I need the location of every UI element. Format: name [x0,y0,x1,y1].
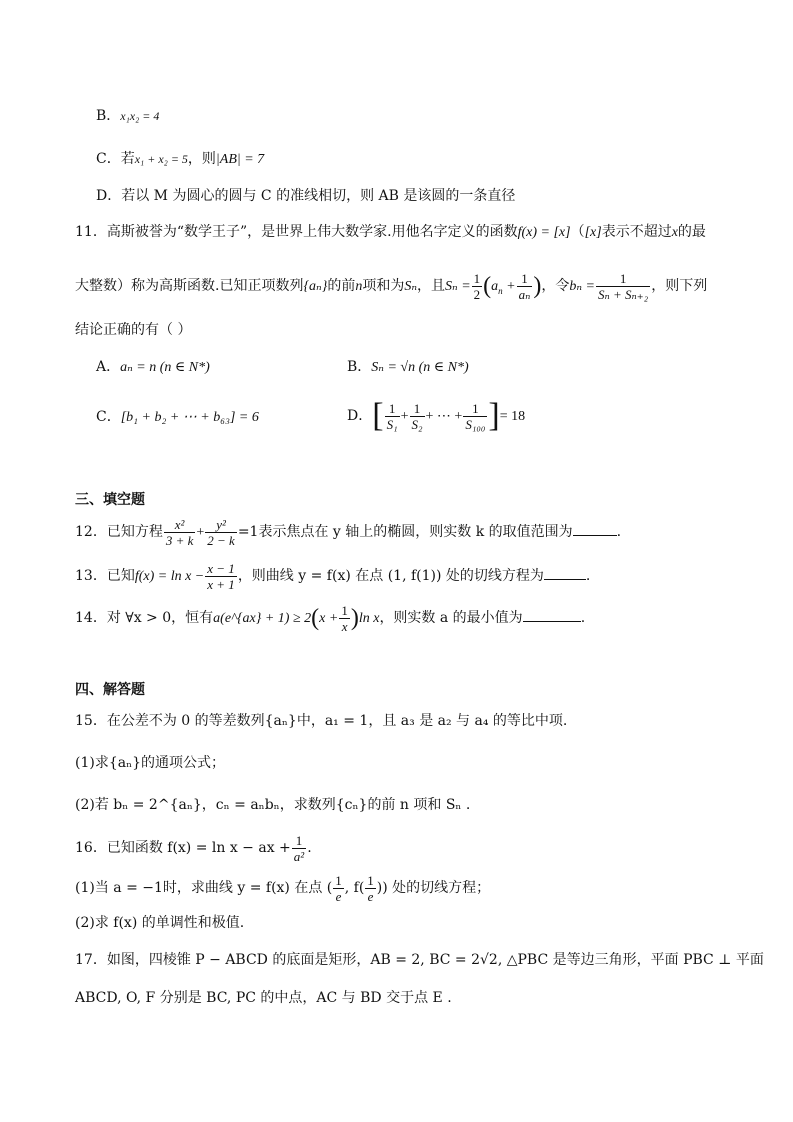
fraction-denominator: aₙ [518,286,531,302]
text: 12．已知方程 [75,524,163,540]
text: ，则 [187,151,216,167]
fraction-denominator: x + 1 [207,576,235,592]
fraction-numerator: 1 [517,271,533,287]
section-title-fill-in: 三、填空题 [75,492,145,508]
q10-option-d [96,186,515,206]
math-expression: Sₙ = [445,279,471,294]
fraction-denominator: 2 [473,286,481,302]
option-label: D． [347,408,373,424]
paren: ) [350,605,359,631]
text: ，则曲线 y = f(x) 在点 (1, f(1)) 处的切线方程为 [237,568,544,584]
paren: ) [533,273,542,299]
option-label: B． [347,359,372,375]
fraction [205,517,237,548]
fraction [333,873,344,904]
math-variable: $a_n$ + [491,279,516,296]
fraction [339,603,350,634]
fraction [385,401,400,432]
math-expression: bₙ = [569,279,595,294]
fraction [463,401,487,432]
fraction [472,271,483,302]
q10-option-c [96,149,264,170]
math-expression: x₁ + x₂ = 5 [134,152,188,166]
fraction-numerator: 1 [463,401,487,417]
math-expression: f(x) = [x] [517,225,571,240]
math-expression: [x] [584,225,602,240]
text: 11．高斯被誉为“数学王子”，是世界上伟大数学家.用他名字定义的函数 [75,224,518,240]
fraction-numerator: x − 1 [207,560,235,576]
q12: 12．已知方程 $\frac{\text{x²}}{3 + k}$ + $\frac{\text{y²}}{2 - k}$ =1表示焦点在 y 轴上的椭圆，则实数 k 的取值范围为 . [75,516,622,548]
option-label: C． [96,409,121,425]
option-label: A． [96,359,121,375]
answer-blank[interactable] [523,607,581,622]
math-expression: aₙ = n (n ∈ N*) [120,360,210,375]
q11-line-1 [75,222,706,243]
math-expression: = 18 [499,409,526,424]
math-expression: [b₁ + b₂ + ⋯ + b₆₃] = 6 [120,410,259,425]
math-expression: |AB| = 7 [215,152,265,167]
math-expression: ln x [358,611,380,626]
option-label: B． [96,108,121,124]
q11-option-b [347,357,469,378]
math-expression: Sₙ [404,279,418,294]
text: ，则实数 a 的最小值为 [379,610,523,626]
fraction-numerator: y² [205,517,237,533]
fraction-denominator: S₂ [411,416,423,432]
q16-stem [75,830,312,866]
math-variable: x [671,225,678,240]
fraction-numerator: 1 [596,271,650,287]
text: 表示不超过 [601,224,672,240]
fraction-numerator: x² [164,517,196,533]
fraction-numerator: 1 [292,833,306,849]
paren: ( [311,605,320,631]
text: . [580,610,586,626]
text: ，且 [417,278,446,294]
text: . [585,568,591,584]
option-label: C．若 [96,151,135,167]
section-title-answers: 四、解答题 [75,682,145,698]
q11-line-3 [75,320,191,340]
text: 的最 [677,224,706,240]
bracket: [ [372,397,384,434]
bracket: ] [488,397,500,434]
math-expression: Sₙ = √n (n ∈ N*) [371,360,469,375]
text: =1表示焦点在 y 轴上的椭圆，则实数 k 的取值范围为 [237,524,573,540]
fraction [517,271,533,302]
text: ，则下列 [651,278,708,294]
q13 [75,558,590,595]
text: 大整数）称为高斯函数.已知正项数列 [75,278,304,294]
q11-line-2 [75,270,707,307]
text: . [616,524,622,540]
answer-blank[interactable] [573,521,617,536]
fraction [365,873,376,904]
math-expression: x₁x₂ = 4 [120,109,160,123]
q11-option-c [96,407,259,428]
q14 [75,600,585,637]
fraction-denominator: e [335,888,342,904]
text: （ [570,224,585,240]
fraction-denominator: Sₙ + Sₙ₊₂ [598,286,649,302]
q16-part-2: (2)求 f(x) 的单调性和极值. [75,915,245,931]
answer-blank[interactable] [544,565,586,580]
fraction-denominator: a² [293,848,305,864]
q11-option-a [96,357,210,378]
text: 14．对 ∀x > 0，恒有 [75,610,214,626]
fraction-numerator: 1 [367,872,374,888]
fraction-denominator: x [341,618,348,634]
paren: ( [483,273,492,299]
q15-part-1: (1)求{aₙ}的通项公式； [75,755,226,771]
math-expression: {aₙ} [303,279,328,294]
text: 的前 [327,278,356,294]
q10-option-b [96,106,159,126]
fraction-denominator: e [367,888,374,904]
text: . [307,840,312,856]
fraction-denominator: S₁ [386,416,398,432]
q17-line-2: ABCD, O, F 分别是 BC, PC 的中点，AC 与 BD 交于点 E . [75,990,452,1006]
q16-part-1 [75,870,490,906]
text: , f( [344,880,365,896]
text: ，令 [541,278,570,294]
fraction [164,517,196,548]
fraction [596,271,650,302]
math-variable: n [355,279,363,294]
fraction-denominator: S₁₀₀ [465,416,486,432]
fraction-numerator: 1 [410,401,425,417]
text: )) 处的切线方程； [376,880,491,896]
text: (1)当 a = −1时，求曲线 y = f(x) 在点 ( [75,880,333,896]
fraction-numerator: 1 [385,401,400,417]
text: 13．已知 [75,568,135,584]
fraction-numerator: 1 [335,872,342,888]
math-expression: a(e^{ax} + 1) ≥ 2 [213,611,312,626]
math-expression: f(x) = ln x − [134,569,205,584]
q15-part-2: (2)若 bₙ = 2^{aₙ}，cₙ = aₙbₙ，求数列{cₙ}的前 n 项和 Sₙ . [75,797,471,813]
fraction [292,833,306,864]
fraction-denominator: 3 + k [165,532,194,548]
q17-line-1: 17．如图，四棱锥 P − ABCD 的底面是矩形，AB = 2, BC = 2√2, △PBC 是等边三角形，平面 PBC ⊥ 平面 [75,952,764,968]
q11-option-d: D．[ $\frac{1}{\text{S₁}}$ + $\frac{1}{\text{S₂}}$ + ⋯ + $\frac{1}{\text{S₁₀₀}}$ ]= 18 [347,397,526,434]
text: 项和为 [362,278,405,294]
option-text: D．若以 M 为圆心的圆与 C 的准线相切，则 AB 是该圆的一条直径 [96,188,516,204]
fraction-denominator: 2 − k [207,532,235,548]
text: 结论正确的有（ ） [75,322,192,338]
fraction-numerator: 1 [341,602,348,618]
fraction [205,561,237,592]
text: 16．已知函数 f(x) = ln x − ax + [75,840,291,856]
math-expression: x + [319,611,339,626]
fraction [410,401,425,432]
q15-stem: 15．在公差不为 0 的等差数列{aₙ}中，a₁ = 1，且 a₃ 是 a₂ 与 a₄ 的等比中项. [75,713,568,729]
fraction-numerator: 1 [473,270,481,286]
